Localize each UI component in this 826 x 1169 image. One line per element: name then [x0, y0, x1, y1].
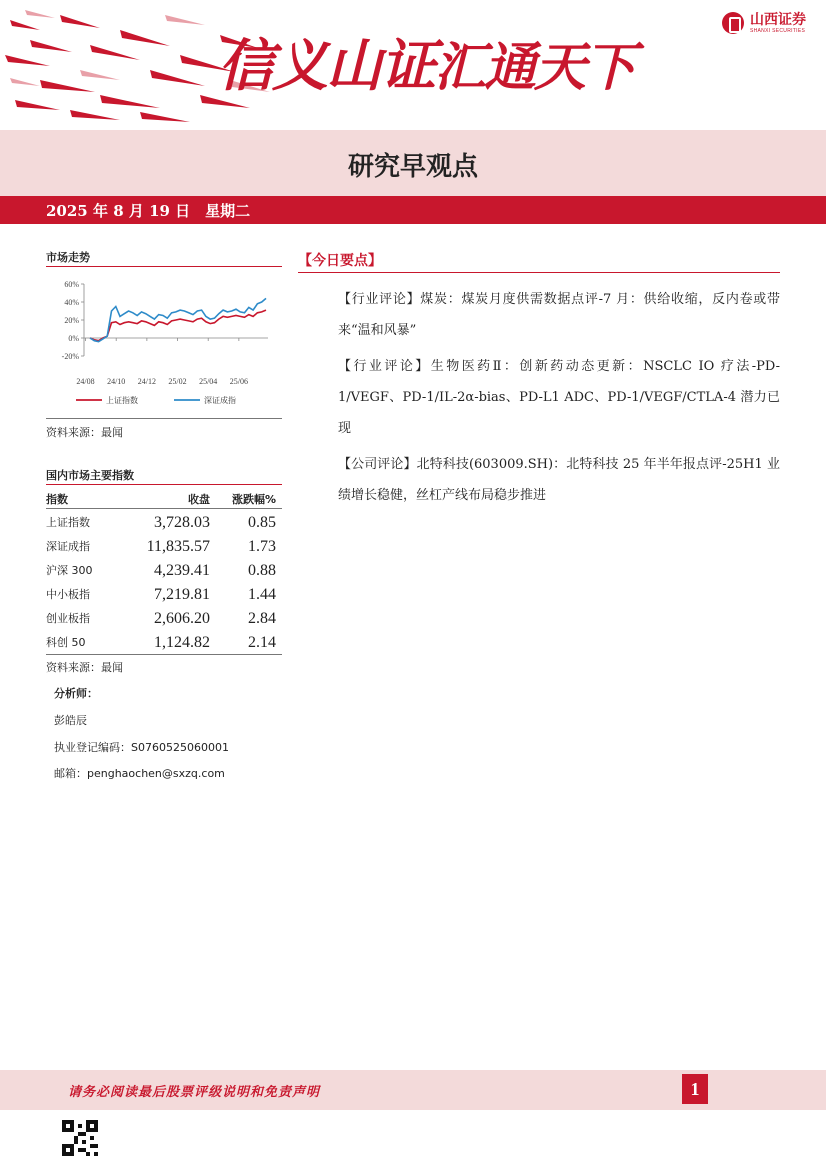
y-tick-label: -20%: [61, 352, 79, 361]
x-tick-label: 24/08: [76, 377, 95, 386]
slogan-part2: 汇通天下: [434, 38, 635, 98]
analyst-email: 邮箱：penghaochen@sxzq.com: [54, 767, 225, 780]
close-value-cell: 7,219.81: [154, 586, 210, 603]
logo-cn-text: 山西证券: [750, 11, 806, 28]
page-number: 1: [682, 1074, 708, 1104]
series-line: [90, 310, 266, 341]
x-tick-label: 24/12: [137, 377, 156, 386]
close-value-cell: 4,239.41: [154, 562, 210, 579]
y-tick-label: 20%: [64, 316, 79, 325]
highlight-item: 【公司评论】北特科技(603009.SH)：北特科技 25 年半年报点评-25H1 业绩增长稳健，丝杠产线布局稳步推进: [338, 457, 780, 503]
change-pct-cell: 1.44: [248, 586, 276, 603]
qr-code-icon[interactable]: [62, 1120, 98, 1156]
change-pct-cell: 2.84: [248, 610, 276, 627]
index-name-cell: 上证指数: [46, 516, 90, 529]
change-pct-cell: 0.88: [248, 562, 276, 579]
table-row: [46, 630, 282, 654]
table-row: [46, 582, 282, 606]
highlight-item: 【行业评论】生物医药Ⅱ：创新药动态更新：NSCLC IO 疗法-PD-1/VEGF、PD-1/IL-2α-bias、PD-L1 ADC、PD-1/VEGF/CTLA-4 潜力已现: [338, 359, 780, 436]
analyst-label: 分析师：: [54, 687, 98, 700]
table-row: [46, 510, 282, 534]
logo-en-text: SHANXI SECURITIES: [750, 27, 806, 34]
header-change: 涨跌幅%: [231, 493, 276, 506]
slogan: [218, 22, 634, 102]
today-rule: [298, 272, 780, 273]
close-value-cell: 2,606.20: [154, 610, 210, 627]
table-row: [46, 534, 282, 558]
disclaimer-link[interactable]: 请务必阅读最后股票评级说明和免责声明: [68, 1085, 321, 1100]
slogan-part1: 信义山证: [218, 34, 434, 99]
table-source: 资料来源：最闻: [46, 661, 123, 674]
section-rule: [46, 484, 282, 485]
analyst-name: 彭皓辰: [54, 714, 87, 727]
close-value-cell: 1,124.82: [154, 634, 210, 651]
y-tick-label: 60%: [64, 280, 79, 289]
market-trend-chart: [46, 272, 282, 412]
chart-source: 资料来源：最闻: [46, 426, 123, 439]
analyst-registration: 执业登记编码：S0760525060001: [54, 741, 229, 754]
index-name-cell: 沪深 300: [46, 564, 93, 577]
logo-icon: [722, 12, 744, 34]
table-bottom-rule: [46, 654, 282, 655]
index-name-cell: 中小板指: [46, 588, 90, 601]
today-highlights-title: 【今日要点】: [298, 253, 382, 269]
index-name-cell: 深证成指: [46, 540, 90, 553]
table-row: [46, 558, 282, 582]
highlight-item: 【行业评论】煤炭：煤炭月度供需数据点评-7 月：供给收缩，反内卷或带来“温和风暴”: [338, 292, 780, 338]
x-tick-label: 25/02: [168, 377, 187, 386]
index-name-cell: 创业板指: [46, 612, 90, 625]
y-tick-label: 0%: [68, 334, 79, 343]
index-name-cell: 科创 50: [46, 636, 86, 649]
table-header-rule: [46, 508, 282, 509]
index-table-title: 国内市场主要指数: [46, 469, 134, 482]
table-body: [46, 510, 282, 654]
change-pct-cell: 1.73: [248, 538, 276, 555]
header-index: 指数: [46, 493, 68, 506]
change-pct-cell: 0.85: [248, 514, 276, 531]
change-pct-cell: 2.14: [248, 634, 276, 651]
close-value-cell: 3,728.03: [154, 514, 210, 531]
close-value-cell: 11,835.57: [146, 538, 210, 555]
header-banner: [0, 0, 826, 130]
section-rule: [46, 266, 282, 267]
table-row: [46, 606, 282, 630]
market-trend-title: 市场走势: [46, 251, 90, 264]
legend-label: 深证成指: [204, 396, 236, 405]
report-date: 2025 年 8 月 19 日 星期二: [46, 202, 251, 220]
header-close: 收盘: [188, 493, 210, 506]
company-logo: [722, 12, 806, 34]
x-tick-label: 25/04: [199, 377, 218, 386]
legend-label: 上证指数: [106, 396, 138, 405]
y-tick-label: 40%: [64, 298, 79, 307]
x-tick-label: 25/06: [229, 377, 248, 386]
report-title: 研究早观点: [347, 152, 478, 182]
chart-bottom-rule: [46, 418, 282, 419]
x-tick-label: 24/10: [107, 377, 126, 386]
